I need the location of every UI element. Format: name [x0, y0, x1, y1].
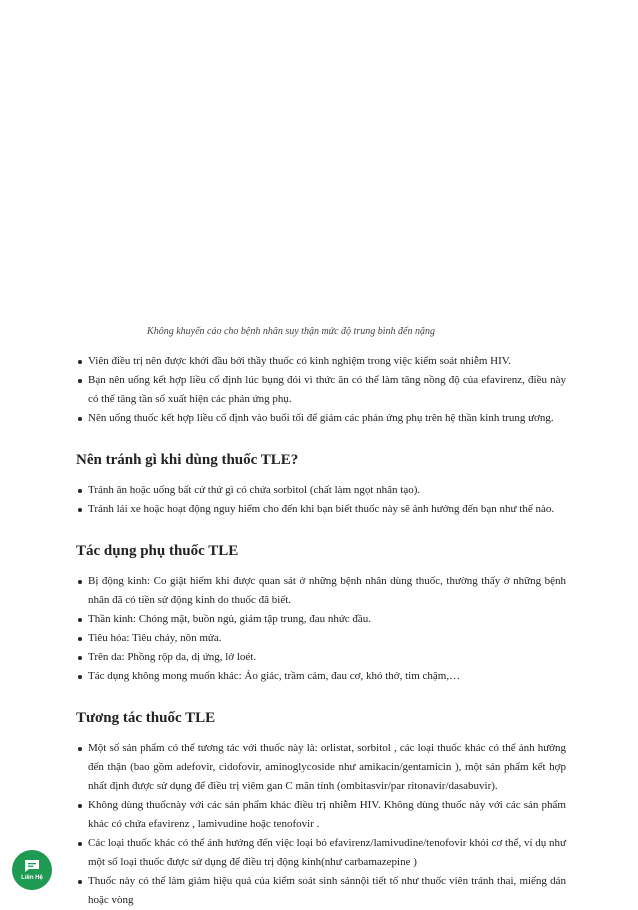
list-item: Bị động kinh: Co giật hiếm khi được quan sát ở những bệnh nhân dùng thuốc, thường thấy ở những bệnh nhân đã có tiền sử động kinh do thuốc đã biết.	[88, 572, 566, 610]
image-caption: Không khuyến cáo cho bệnh nhân suy thận mức độ trung bình đến nặng	[147, 326, 435, 337]
usage-notes-list	[76, 352, 566, 428]
list-item: Viên điều trị nên được khởi đầu bởi thầy thuốc có kinh nghiệm trong việc kiểm soát nhiễm HIV.	[88, 352, 566, 371]
list-item: Tác dụng không mong muốn khác: Ảo giác, trầm cảm, đau cơ, khó thở, tim chậm,…	[88, 667, 566, 686]
chat-icon	[24, 859, 40, 873]
contact-label: Liên Hệ	[21, 875, 43, 881]
section-heading-interactions: Tương tác thuốc TLE	[76, 710, 216, 726]
list-item: Một số sản phẩm có thể tương tác với thuốc này là: orlistat, sorbitol , các loại thuốc khác có thể ảnh hưởng đến thận (bao gồm adefovir, cidofovir, aminoglycoside như amikacin/gentamicin ), một sản phẩm kết hợp nhất định được sử dụng để điều trị viêm gan C mãn tính (ombitasvir/par ritonavir/dasabuvir).	[88, 739, 566, 796]
avoid-list	[76, 481, 566, 519]
list-item: Các loại thuốc khác có thể ảnh hưởng đến việc loại bỏ efavirenz/lamivudine/tenofovir khỏi cơ thể, ví dụ như một số loại thuốc được sử dụng để điều trị động kinh(như carbamazepine )	[88, 834, 566, 872]
list-item: Không dùng thuốcnày với các sản phẩm khác điều trị nhiễm HIV. Không dùng thuốc này với các sản phẩm khác có chứa efavirenz , lamivudine hoặc tenofovir .	[88, 796, 566, 834]
list-item: Tránh lái xe hoặc hoạt động nguy hiểm cho đến khi bạn biết thuốc này sẽ ảnh hưởng đến bạn như thế nào.	[88, 500, 566, 519]
section-heading-side-effects: Tác dụng phụ thuốc TLE	[76, 543, 239, 559]
list-item: Thần kinh: Chóng mặt, buồn ngủ, giảm tập trung, đau nhức đầu.	[88, 610, 566, 629]
interactions-list	[76, 739, 566, 910]
side-effects-list	[76, 572, 566, 686]
contact-button[interactable]	[12, 850, 52, 890]
article-content	[76, 352, 566, 910]
section-heading-avoid: Nên tránh gì khi dùng thuốc TLE?	[76, 452, 299, 468]
list-item: Tiêu hóa: Tiêu chảy, nôn mửa.	[88, 629, 566, 648]
list-item: Bạn nên uống kết hợp liều cố định lúc bụng đói vì thức ăn có thể làm tăng nồng độ của efavirenz, điều này có thể tăng tần số xuất hiện các phản ứng phụ.	[88, 371, 566, 409]
list-item: Nên uống thuốc kết hợp liều cố định vào buổi tối để giảm các phản ứng phụ trên hệ thần kinh trung ương.	[88, 409, 566, 428]
list-item: Trên da: Phồng rộp da, dị ứng, lở loét.	[88, 648, 566, 667]
list-item: Thuốc này có thể làm giảm hiệu quả của kiểm soát sinh sảnnội tiết tố như thuốc viên tránh thai, miếng dán hoặc vòng	[88, 872, 566, 910]
list-item: Tránh ăn hoặc uống bất cứ thứ gì có chứa sorbitol (chất làm ngọt nhân tạo).	[88, 481, 566, 500]
